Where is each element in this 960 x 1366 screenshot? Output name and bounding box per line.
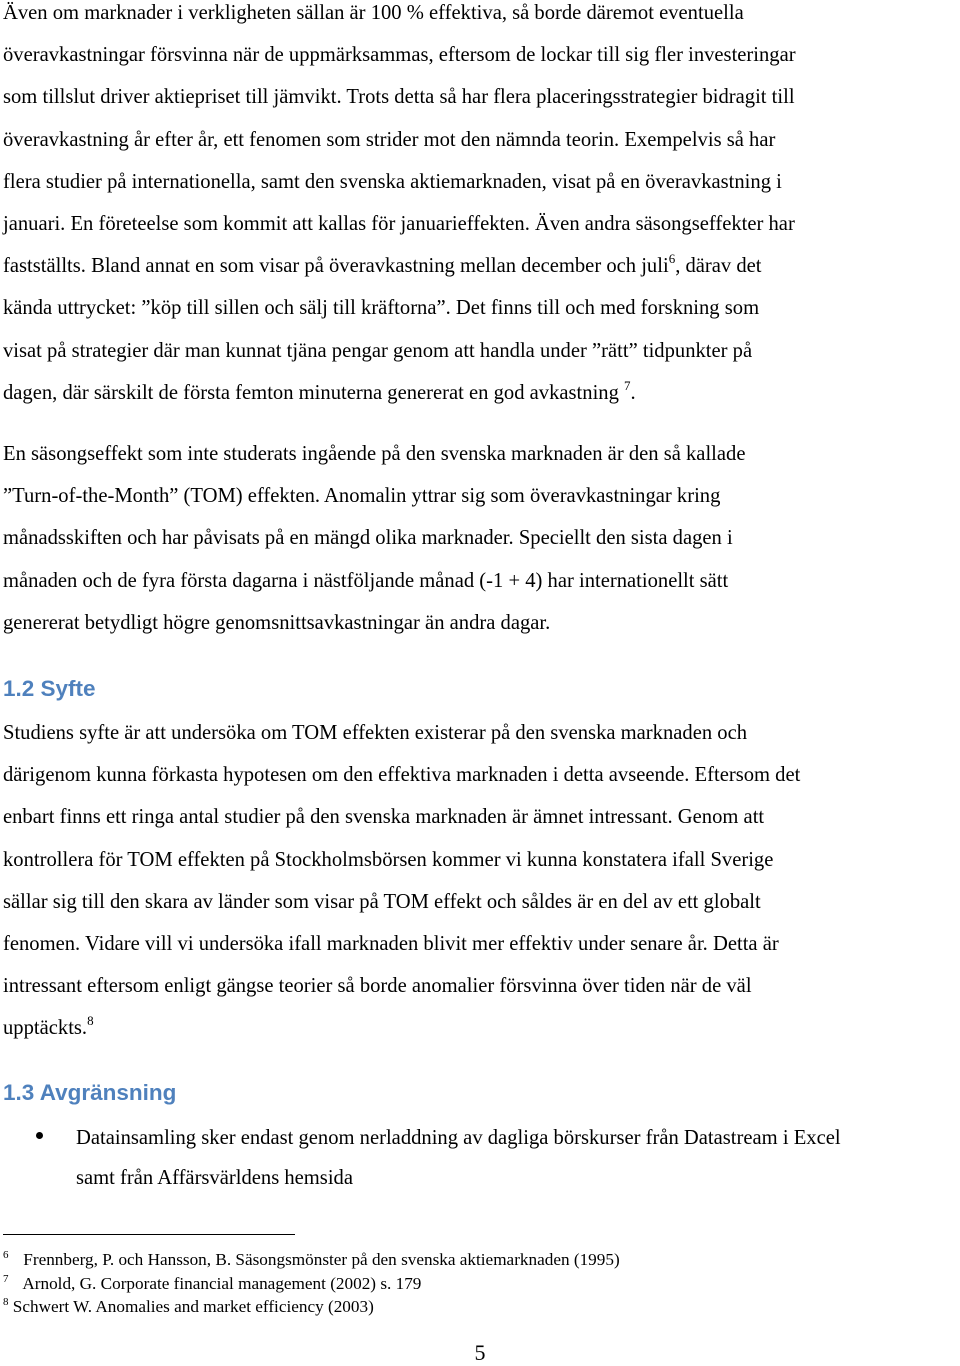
text-line: överavkastningar försvinna när de uppmärksammas, eftersom de lockar till sig fler investeringar — [3, 44, 796, 67]
text-line: enbart finns ett ringa antal studier på den svenska marknaden är ämnet intressant. Genom att — [3, 806, 765, 829]
text-line: Studiens syfte är att undersöka om TOM effekten existerar på den svenska marknaden och — [3, 722, 748, 744]
section-heading-avgransning: 1.3 Avgränsning — [3, 1080, 177, 1105]
text-line — [3, 245, 958, 287]
text-line: månaden och de fyra första dagarna i nästföljande månad (-1 + 4) har internationellt sätt — [3, 569, 729, 592]
text-line: som tillslut driver aktiepriset till jämvikt. Trots detta så har flera placeringsstrategier bidragit till — [3, 86, 795, 109]
text-line — [3, 372, 958, 414]
footnotes — [3, 1248, 620, 1319]
text-line: överavkastning år efter år, ett fenomen som strider mot den nämnda teorin. Exempelvis så har — [3, 128, 776, 151]
text-line: Datainsamling sker endast genom nerladdning av dagliga börskurser från Datastream i Excel — [76, 1127, 841, 1149]
text-segment: . — [630, 381, 636, 404]
tom-paragraph — [3, 433, 958, 644]
page-number: 5 — [474, 1340, 486, 1365]
text-line: visat på strategier där man kunnat tjäna pengar genom att handla under ”rätt” tidpunkter på — [3, 339, 753, 362]
footnote-separator — [3, 1234, 295, 1235]
text-line: flera studier på internationella, samt den svenska aktiemarknaden, visat på en överavkastning i — [3, 170, 782, 193]
footnote-reference: 6 — [668, 251, 676, 267]
text-line: kända uttrycket: ”köp till sillen och sälj till kräftorna”. Det finns till och med forskning som — [3, 297, 760, 320]
text-line: intressant eftersom enligt gängse teorier så borde anomalier försvinna över tiden när de väl — [3, 975, 752, 998]
syfte-paragraph — [3, 712, 958, 1050]
text-segment: dagen, där särskilt de första femton minuterna genererat en god avkastning — [3, 381, 625, 404]
section-heading-syfte: 1.2 Syfte — [3, 676, 96, 701]
text-line: ”Turn-of-the-Month” (TOM) effekten. Anomalin yttrar sig som överavkastningar kring — [3, 485, 721, 508]
text-line: genererat betydligt högre genomsnittsavkastningar än andra dagar. — [3, 611, 551, 634]
text-line: sällar sig till den skara av länder som visar på TOM effekt och såldes är en del av ett globalt — [3, 890, 761, 913]
text-segment: fastställts. Bland annat en som visar på överavkastning mellan december och juli — [3, 255, 669, 278]
footnote-mark: 8 — [3, 1296, 9, 1308]
footnote: $^7$ Arnold, G. Corporate financial management (2002) s. 179 — [3, 1272, 422, 1293]
footnote: $^6$ Frennberg, P. och Hansson, B. Säsongsmönster på den svenska aktiemarknaden (1995) — [3, 1249, 620, 1269]
footnote-reference: 8 — [87, 1013, 94, 1029]
text-line — [3, 1007, 958, 1049]
footnote-reference: 7 — [624, 377, 631, 393]
text-segment: upptäckts. — [3, 1017, 88, 1040]
text-line: därigenom kunna förkasta hypotesen om den effektiva marknaden i detta avseende. Eftersom det — [3, 764, 801, 787]
text-line: kontrollera för TOM effekten på Stockholmsbörsen kommer vi kunna konstatera ifall Sverige — [3, 848, 774, 871]
text-line: En säsongseffekt som inte studerats ingående på den svenska marknaden är den så kallade — [3, 443, 746, 465]
text-line: samt från Affärsvärldens hemsida — [76, 1167, 353, 1189]
footnote-text: Frennberg, P. och Hansson, B. Säsongsmönster på den svenska aktiemarknaden (1995) — [23, 1250, 620, 1269]
intro-paragraph — [3, 0, 958, 414]
footnote-text: Arnold, G. Corporate financial management (2002) s. 179 — [22, 1273, 422, 1293]
text-segment: , därav det — [675, 255, 762, 278]
text-line: månadsskiften och har påvisats på en mängd olika marknader. Speciellt den sista dagen i — [3, 527, 733, 550]
text-line: Även om marknader i verkligheten sällan är 100 % effektiva, så borde däremot eventuella — [3, 2, 744, 24]
bullet-text — [76, 1118, 960, 1198]
bullet-icon — [36, 1132, 43, 1139]
text-line: fenomen. Vidare vill vi undersöka ifall marknaden blivit mer effektiv under senare år. Detta är — [3, 933, 779, 956]
footnote — [3, 1295, 620, 1319]
text-line: januari. En företeelse som kommit att kallas för januarieffekten. Även andra säsongseffekter har — [3, 213, 795, 236]
footnote-text: Schwert W. Anomalies and market efficiency (2003) — [12, 1297, 374, 1316]
